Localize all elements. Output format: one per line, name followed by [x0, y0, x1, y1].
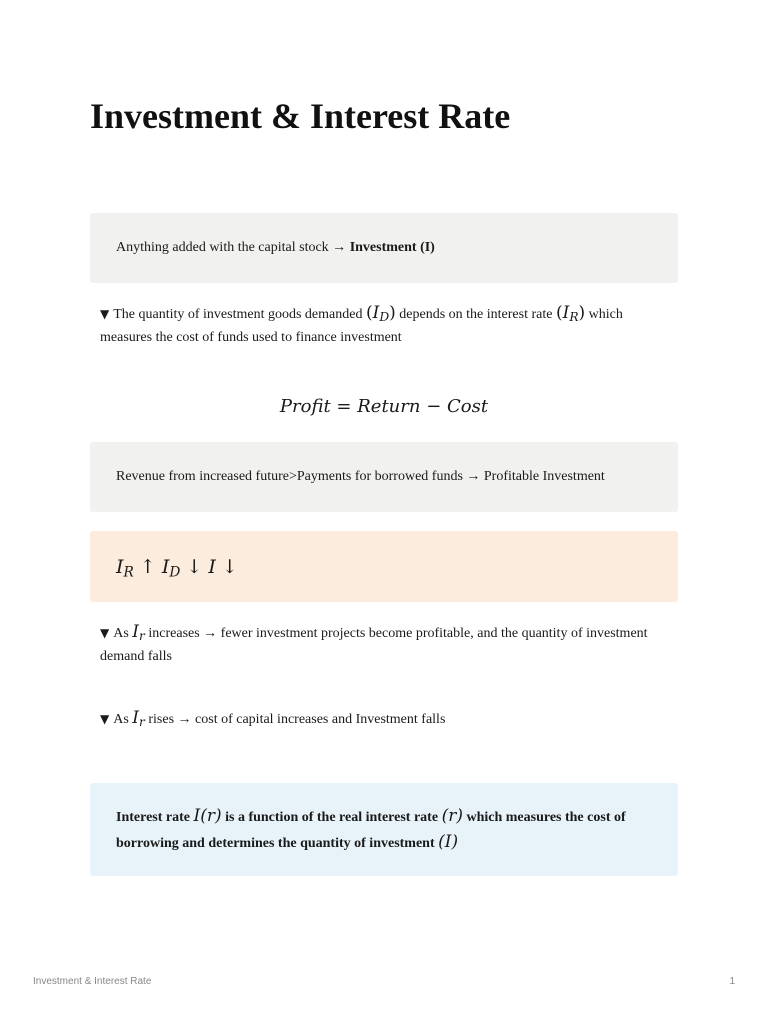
paragraph-text: increases → fewer investment projects become profitable, and the quantity of investment demand falls [100, 626, 648, 664]
callout-text-plain: Anything added with the capital stock → [116, 240, 350, 255]
toggle-triangle-icon[interactable]: ▼ [100, 626, 110, 640]
paragraph-text: rises → cost of capital increases and Investment falls [144, 712, 446, 727]
callout-text: Revenue from increased future>Payments for borrowed funds → Profitable Investment [116, 469, 605, 484]
page-title: Investment & Interest Rate [90, 96, 511, 136]
callout-text [116, 236, 435, 260]
callout-text-bold: Investment (I) [349, 240, 435, 255]
toggle-triangle-icon[interactable]: ▼ [100, 307, 110, 321]
math-interest-rate-r: $I_r$ [132, 622, 145, 644]
math-investment-demanded: $(I_D)$ [365, 303, 396, 325]
math-r: (r) [441, 805, 463, 826]
callout-text: Interest rate I(r) is a function of the real interest rate (r) which measures the cost of borrowing and determines the quantity of investment (I) [116, 805, 626, 852]
toggle-block-investment-demand[interactable] [100, 302, 678, 349]
math-ir-function: I(r) [193, 805, 222, 826]
profit-equation [90, 396, 678, 417]
relationship-math: $I_R$ ↑ $I_D$ ↓ I ↓ [116, 555, 238, 580]
math-investment: (I) [438, 831, 459, 852]
paragraph-text: As [113, 712, 133, 727]
callout-rate-relationship [90, 531, 678, 602]
callout-interest-rate-function [90, 783, 678, 876]
callout-profitable-investment [90, 442, 678, 512]
footer-page-number: 1 [729, 976, 735, 987]
toggle-block-rate-rises[interactable] [100, 707, 678, 731]
callout-investment-definition [90, 213, 678, 283]
equation-math: Profit = Return − Cost [279, 396, 489, 417]
paragraph-text: depends on the interest rate [399, 307, 556, 322]
paragraph-text: As [113, 626, 133, 641]
paragraph-text: which measures the cost of funds used to finance investment [100, 307, 623, 345]
math-interest-rate-r: $I_r$ [132, 708, 145, 730]
footer-document-title: Investment & Interest Rate [33, 976, 152, 987]
toggle-triangle-icon[interactable]: ▼ [100, 712, 110, 726]
math-interest-rate: $(I_R)$ [555, 303, 586, 325]
toggle-block-rate-increases[interactable] [100, 621, 678, 668]
paragraph-text: The quantity of investment goods demanded [113, 307, 366, 322]
